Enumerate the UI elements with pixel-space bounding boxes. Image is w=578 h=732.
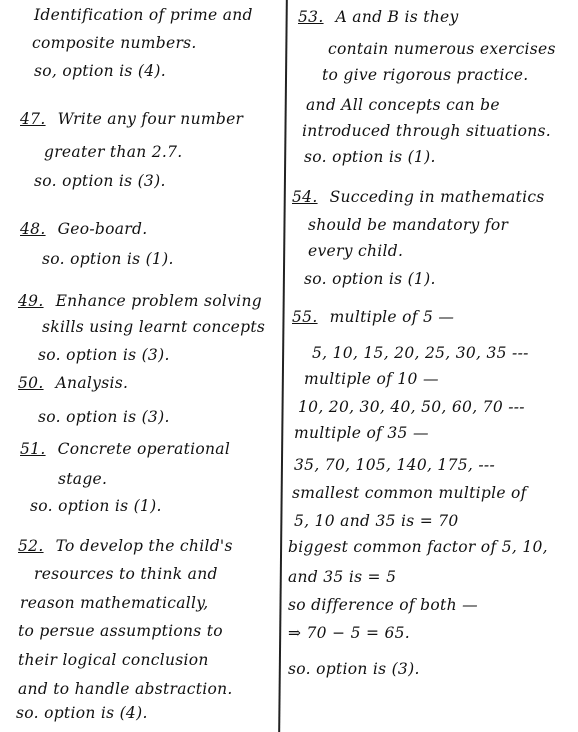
answer-line-q54-1 (292, 188, 545, 206)
answer-line-q52-1 (18, 537, 233, 555)
answer-text: Write any four number (57, 110, 244, 128)
answer-line-q49-1 (18, 292, 262, 310)
answer-line-q52-7 (16, 704, 148, 722)
answer-text: stage. (58, 470, 108, 488)
answer-text: A and B is they (335, 8, 459, 26)
answer-text: reason mathematically, (20, 594, 209, 612)
answer-line-q54-3 (308, 242, 403, 260)
answer-text: their logical conclusion (18, 651, 209, 669)
answer-text: skills using learnt concepts (42, 318, 266, 336)
answer-text: multiple of 5 — (329, 308, 455, 326)
answer-text: 5, 10 and 35 is = 70 (294, 512, 459, 530)
answer-line-q55-4 (298, 398, 525, 416)
answer-line-tail-2 (32, 34, 197, 52)
answer-line-q52-3 (20, 594, 209, 612)
answer-line-q55-9 (288, 538, 548, 556)
answer-text: to persue assumptions to (18, 622, 223, 640)
answer-line-q54-2 (308, 216, 508, 234)
answer-text: so. option is (3). (34, 172, 166, 190)
answer-line-q55-7 (292, 484, 527, 502)
answer-text: composite numbers. (32, 34, 197, 52)
answer-line-q53-2 (328, 40, 556, 58)
answer-text: greater than 2.7. (44, 143, 183, 161)
answer-text: 10, 20, 30, 40, 50, 60, 70 --- (298, 398, 525, 416)
answer-text: multiple of 35 — (294, 424, 429, 442)
answer-line-q53-6 (304, 148, 436, 166)
answer-line-q55-3 (304, 370, 439, 388)
answer-line-q54-4 (304, 270, 436, 288)
answer-line-q55-13 (288, 660, 420, 678)
answer-text: contain numerous exercises (328, 40, 556, 58)
answer-text: Succeding in mathematics (329, 188, 545, 206)
question-number: 52. (18, 537, 44, 555)
answer-text: so. option is (4). (16, 704, 148, 722)
answer-line-tail-3 (34, 62, 166, 80)
question-number: 50. (18, 374, 44, 392)
answer-line-q55-11 (288, 596, 478, 614)
answer-line-q52-5 (18, 651, 209, 669)
answer-text: Identification of prime and (34, 6, 253, 24)
column-divider (278, 0, 288, 732)
answer-line-q53-3 (322, 66, 528, 84)
answer-text: so, option is (4). (34, 62, 166, 80)
answer-text: biggest common factor of 5, 10, (288, 538, 548, 556)
answer-line-q55-12 (288, 624, 410, 642)
answer-text: so. option is (1). (304, 270, 436, 288)
answer-line-q48-2 (42, 250, 174, 268)
answer-line-tail-1 (34, 6, 253, 24)
answer-text: ⇒ 70 − 5 = 65. (288, 624, 411, 642)
answer-line-q55-1 (292, 308, 454, 326)
answer-text: 5, 10, 15, 20, 25, 30, 35 --- (312, 344, 529, 362)
answer-text: and to handle abstraction. (18, 680, 233, 698)
answer-line-q55-5 (294, 424, 429, 442)
answer-text: smallest common multiple of (292, 484, 527, 502)
answer-text: Concrete operational (57, 440, 231, 458)
answer-line-q47-1 (20, 110, 243, 128)
answer-line-q50-2 (38, 408, 170, 426)
answer-line-q49-3 (38, 346, 170, 364)
question-number: 55. (292, 308, 318, 326)
answer-line-q52-2 (34, 565, 218, 583)
question-number: 51. (20, 440, 46, 458)
answer-line-q55-8 (294, 512, 459, 530)
answer-text: so. option is (1). (30, 497, 162, 515)
question-number: 48. (20, 220, 46, 238)
answer-line-q52-4 (18, 622, 223, 640)
answer-line-q53-5 (302, 122, 551, 140)
answer-text: and All concepts can be (306, 96, 500, 114)
answer-text: To develop the child's (55, 537, 233, 555)
answer-text: introduced through situations. (302, 122, 552, 140)
question-number: 53. (298, 8, 324, 26)
answer-line-q49-2 (42, 318, 265, 336)
answer-text: Enhance problem solving (55, 292, 262, 310)
answer-text: 35, 70, 105, 140, 175, --- (294, 456, 495, 474)
answer-text: so difference of both — (288, 596, 478, 614)
answer-line-q55-2 (312, 344, 529, 362)
question-number: 49. (18, 292, 44, 310)
answer-text: and 35 is = 5 (288, 568, 397, 586)
answer-line-q53-1 (298, 8, 459, 26)
answer-text: should be mandatory for (308, 216, 509, 234)
answer-text: so. option is (3). (38, 408, 170, 426)
answer-text: Geo-board. (57, 220, 148, 238)
answer-text: so. option is (1). (42, 250, 174, 268)
answer-line-q51-1 (20, 440, 230, 458)
answer-text: so. option is (3). (288, 660, 420, 678)
answer-text: to give rigorous practice. (322, 66, 529, 84)
answer-line-q55-10 (288, 568, 396, 586)
answer-text: every child. (308, 242, 404, 260)
answer-text: so. option is (3). (38, 346, 170, 364)
answer-line-q51-2 (58, 470, 107, 488)
answer-line-q47-3 (34, 172, 166, 190)
answer-line-q47-2 (44, 143, 183, 161)
answer-line-q51-3 (30, 497, 162, 515)
answer-line-q55-6 (294, 456, 495, 474)
question-number: 47. (20, 110, 46, 128)
answer-text: resources to think and (34, 565, 218, 583)
answer-line-q52-6 (18, 680, 233, 698)
answer-line-q48-1 (20, 220, 147, 238)
answer-text: multiple of 10 — (304, 370, 439, 388)
question-number: 54. (292, 188, 318, 206)
answer-text: so. option is (1). (304, 148, 436, 166)
answer-line-q53-4 (306, 96, 500, 114)
answer-line-q50-1 (18, 374, 128, 392)
answer-text: Analysis. (55, 374, 129, 392)
